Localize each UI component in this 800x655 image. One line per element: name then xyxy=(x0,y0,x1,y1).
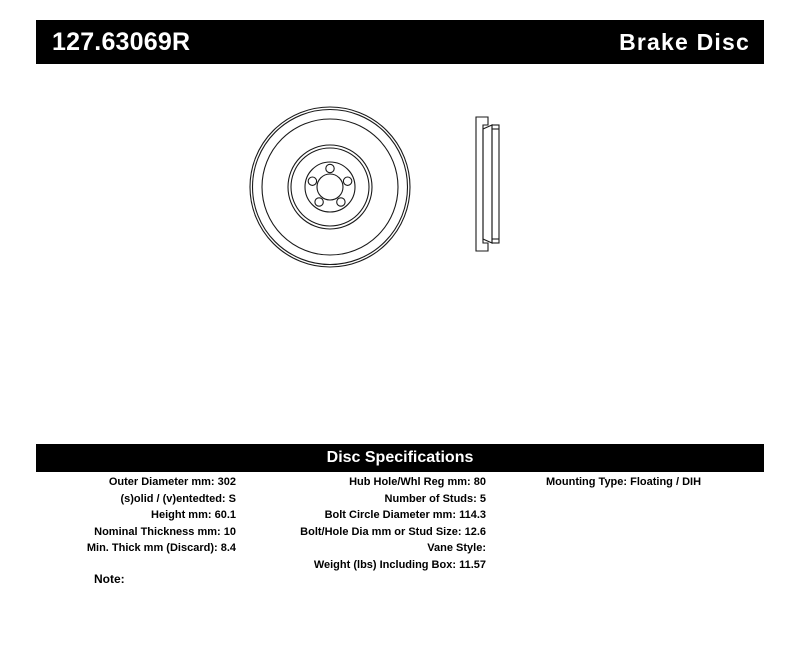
stud-hole xyxy=(326,164,334,172)
spec-label: Hub Hole/Whl Reg mm: xyxy=(349,476,471,488)
spec-row xyxy=(36,540,236,557)
spec-value: S xyxy=(228,492,236,505)
spec-row xyxy=(36,524,236,541)
spec-value: 11.57 xyxy=(459,558,486,571)
spec-label: Bolt/Hole Dia mm or Stud Size: xyxy=(300,525,462,538)
spec-row xyxy=(251,524,486,541)
spec-label: Min. Thick mm (Discard): xyxy=(86,542,218,554)
rotor-hat-transition xyxy=(288,145,372,229)
spec-row xyxy=(251,557,486,574)
rotor-hat-transition-inner xyxy=(291,148,369,226)
stud-hole xyxy=(337,198,345,206)
spec-value: 80 xyxy=(473,476,486,488)
spec-row xyxy=(546,474,764,491)
spec-value: 114.3 xyxy=(459,509,486,521)
spec-row xyxy=(251,540,486,557)
page-title: Brake Disc xyxy=(619,28,750,55)
stud-hole xyxy=(308,177,316,185)
spec-row xyxy=(36,474,236,491)
spec-value: 60.1 xyxy=(214,509,236,521)
spec-value: 302 xyxy=(217,476,236,488)
rotor-outer-edge-inner xyxy=(253,110,408,265)
spec-row xyxy=(251,507,486,524)
stud-hole xyxy=(315,198,323,206)
spec-value: Floating / DIH xyxy=(630,476,702,488)
spec-label: Mounting Type: xyxy=(546,476,628,488)
rotor-hat-section xyxy=(476,117,488,251)
spec-column-left xyxy=(36,474,236,557)
spec-value: 5 xyxy=(479,492,486,505)
spec-label: Height mm: xyxy=(151,509,212,521)
spec-column-middle xyxy=(251,474,486,573)
technical-drawing xyxy=(240,95,560,280)
rotor-drawing-svg xyxy=(240,95,560,280)
spec-label: Vane Style: xyxy=(427,542,486,554)
part-number: 127.63069R xyxy=(52,27,191,56)
stud-hole xyxy=(343,177,351,185)
spec-label: Number of Studs: xyxy=(384,492,477,505)
spec-row xyxy=(36,507,236,524)
spec-value: 12.6 xyxy=(464,525,486,538)
spec-label: Outer Diameter mm: xyxy=(108,476,215,488)
spec-row xyxy=(251,474,486,491)
rotor-center-bore xyxy=(317,174,343,200)
rotor-hat-outer xyxy=(305,162,355,212)
spec-value: 10 xyxy=(223,525,236,538)
spec-row xyxy=(36,491,236,508)
spec-body xyxy=(36,474,764,594)
rotor-friction-section xyxy=(492,125,499,243)
rotor-friction-ring-outer xyxy=(262,119,398,255)
note-label: Note: xyxy=(94,572,125,586)
spec-label: (s)olid / (v)entedted: xyxy=(120,492,226,505)
spec-label: Nominal Thickness mm: xyxy=(94,525,221,538)
spec-label: Bolt Circle Diameter mm: xyxy=(324,509,457,521)
spec-section-title: Disc Specifications xyxy=(36,444,764,472)
rotor-outer-edge xyxy=(250,107,410,267)
spec-label: Weight (lbs) Including Box: xyxy=(313,558,457,571)
header-bar xyxy=(36,20,764,64)
spec-column-right xyxy=(546,474,764,491)
spec-value: 8.4 xyxy=(220,542,236,554)
spec-row xyxy=(251,491,486,508)
rotor-section-transition xyxy=(483,125,492,243)
